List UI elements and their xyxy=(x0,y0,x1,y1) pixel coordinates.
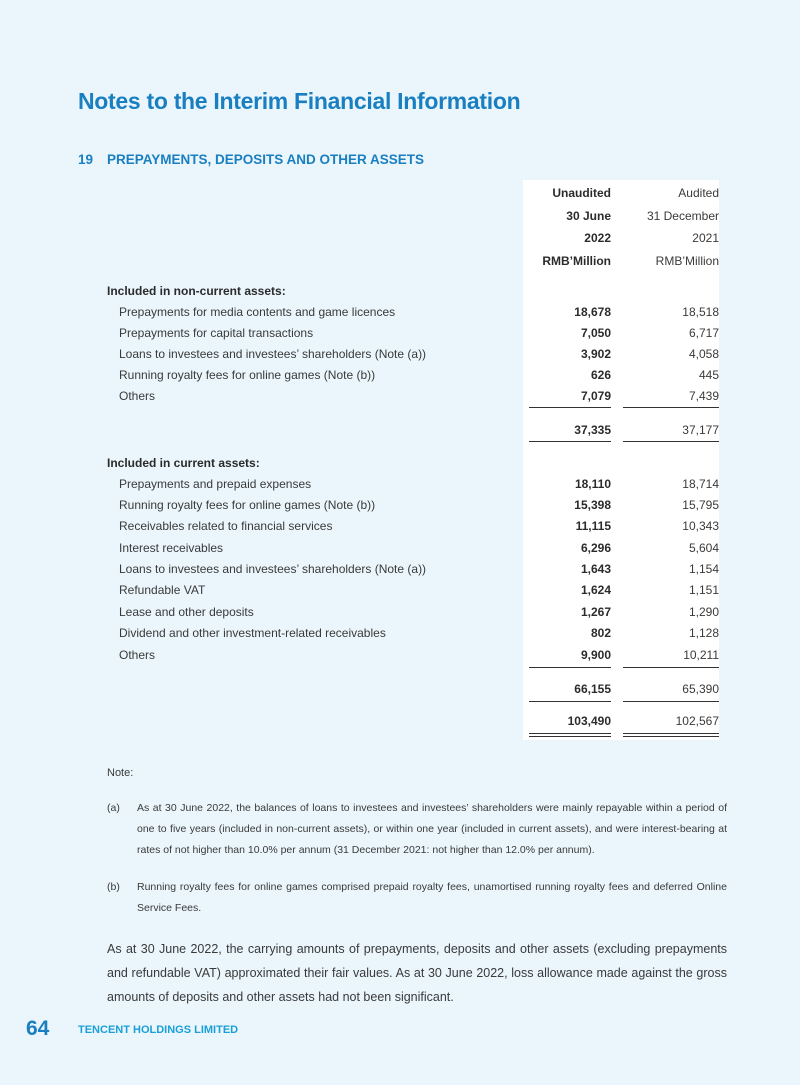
table-row xyxy=(0,347,800,365)
table-row xyxy=(0,326,800,344)
row-label: Loans to investees and investees’ shareholders (Note (a)) xyxy=(119,347,427,361)
table-row xyxy=(0,477,800,495)
row-current: 15,398 xyxy=(574,498,611,512)
note-b-tag: (b) xyxy=(107,881,120,893)
non-current-heading: Included in non-current assets: xyxy=(107,284,286,298)
row-label: Prepayments for media contents and game licences xyxy=(119,305,396,319)
row-prior: 6,717 xyxy=(688,326,719,340)
current-assets-heading-row xyxy=(0,456,800,474)
table-row xyxy=(0,583,800,601)
row-current: 1,267 xyxy=(580,605,611,619)
row-current: 7,050 xyxy=(580,326,611,340)
row-prior: 4,058 xyxy=(688,347,719,361)
header-current-unit: RMB’Million xyxy=(542,254,611,268)
page-title: Notes to the Interim Financial Information xyxy=(78,88,521,114)
note-a xyxy=(107,798,727,861)
subtotal-underline xyxy=(623,441,719,442)
row-current: 6,296 xyxy=(580,541,611,555)
row-label: Running royalty fees for online games (Note (b)) xyxy=(119,368,376,382)
section-number: 19 xyxy=(78,152,94,167)
current-assets-heading: Included in current assets: xyxy=(107,456,260,470)
subtotal-prior: 65,390 xyxy=(682,682,719,696)
row-current: 626 xyxy=(590,368,611,382)
table-row xyxy=(0,498,800,516)
row-current: 1,624 xyxy=(580,583,611,597)
row-prior: 18,714 xyxy=(682,477,719,491)
row-prior: 18,518 xyxy=(682,305,719,319)
subtotal-rule xyxy=(529,407,611,408)
row-prior: 1,290 xyxy=(688,605,719,619)
header-current-year: 2022 xyxy=(584,231,611,245)
table-row xyxy=(0,541,800,559)
non-current-subtotal-row xyxy=(0,423,800,441)
subtotal-underline xyxy=(623,701,719,702)
non-current-heading-row xyxy=(0,284,800,302)
header-current-date: 30 June xyxy=(566,209,611,223)
subtotal-underline xyxy=(529,701,611,702)
notes-title: Note: xyxy=(107,767,134,779)
row-label: Lease and other deposits xyxy=(119,605,254,619)
row-current: 18,678 xyxy=(574,305,611,319)
subtotal-rule xyxy=(623,667,719,668)
total-current: 103,490 xyxy=(567,714,611,728)
row-prior: 445 xyxy=(698,368,719,382)
row-current: 18,110 xyxy=(574,477,611,491)
page-number: 64 xyxy=(26,1017,50,1040)
row-prior: 5,604 xyxy=(688,541,719,555)
row-label: Receivables related to financial services xyxy=(119,519,333,533)
fair-value-paragraph: As at 30 June 2022, the carrying amounts of prepayments, deposits and other assets (excluding prepayments and refundable VAT) approximated their fair values. As at 30 June 2022, loss allowance made against the gross amounts of deposits and other assets had not been significant. xyxy=(107,942,727,1004)
note-a-tag: (a) xyxy=(107,802,120,814)
company-name: TENCENT HOLDINGS LIMITED xyxy=(78,1024,239,1036)
total-double-rule xyxy=(529,736,611,737)
note-b-text: Running royalty fees for online games comprised prepaid royalty fees, unamortised running royalty fees and deferred Online Service Fees. xyxy=(137,881,727,914)
section-heading xyxy=(78,152,424,167)
row-current: 11,115 xyxy=(575,519,611,533)
note-a-text: As at 30 June 2022, the balances of loans to investees and investees’ shareholders were mainly repayable within a period of one to five years (included in non-current assets), or within one year (included in current assets), and were interest-bearing at rates of not higher than 10.0% per annum (31 December 2021: not higher than 12.0% per annum). xyxy=(137,802,727,856)
total-row xyxy=(0,714,800,732)
subtotal-current: 66,155 xyxy=(574,682,611,696)
row-label: Refundable VAT xyxy=(119,583,206,597)
row-label: Prepayments and prepaid expenses xyxy=(119,477,312,491)
row-prior: 1,151 xyxy=(688,583,719,597)
table-row xyxy=(0,648,800,666)
header-prior-unit: RMB’Million xyxy=(655,254,719,268)
row-prior: 10,343 xyxy=(682,519,719,533)
row-label: Loans to investees and investees’ shareholders (Note (a)) xyxy=(119,562,427,576)
section-title: PREPAYMENTS, DEPOSITS AND OTHER ASSETS xyxy=(107,152,425,167)
table-row xyxy=(0,305,800,323)
current-assets-subtotal-row xyxy=(0,682,800,700)
total-double-rule xyxy=(623,733,719,734)
table-row xyxy=(0,519,800,537)
row-prior: 15,795 xyxy=(682,498,719,512)
total-prior: 102,567 xyxy=(675,714,719,728)
note-b xyxy=(107,877,727,919)
header-current-status: Unaudited xyxy=(552,186,611,200)
table-row xyxy=(0,562,800,580)
row-label: Others xyxy=(119,389,156,403)
header-prior-status: Audited xyxy=(678,186,719,200)
row-label: Dividend and other investment-related receivables xyxy=(119,626,386,640)
row-prior: 10,211 xyxy=(683,648,719,662)
row-current: 7,079 xyxy=(580,389,611,403)
total-double-rule xyxy=(529,733,611,734)
table-row xyxy=(0,605,800,623)
row-current: 1,643 xyxy=(580,562,611,576)
row-prior: 1,128 xyxy=(688,626,719,640)
row-current: 3,902 xyxy=(580,347,611,361)
row-label: Others xyxy=(119,648,156,662)
row-prior: 1,154 xyxy=(688,562,719,576)
subtotal-rule xyxy=(623,407,719,408)
header-prior-year: 2021 xyxy=(692,231,719,245)
row-current: 9,900 xyxy=(580,648,611,662)
subtotal-current: 37,335 xyxy=(574,423,611,437)
table-row xyxy=(0,626,800,644)
total-double-rule xyxy=(623,736,719,737)
table-row xyxy=(0,389,800,407)
row-label: Running royalty fees for online games (Note (b)) xyxy=(119,498,376,512)
subtotal-prior: 37,177 xyxy=(682,423,719,437)
subtotal-rule xyxy=(529,667,611,668)
table-row xyxy=(0,368,800,386)
row-label: Interest receivables xyxy=(119,541,224,555)
header-prior-date: 31 December xyxy=(646,209,719,223)
row-current: 802 xyxy=(590,626,611,640)
row-label: Prepayments for capital transactions xyxy=(119,326,314,340)
row-prior: 7,439 xyxy=(688,389,719,403)
subtotal-underline xyxy=(529,441,611,442)
